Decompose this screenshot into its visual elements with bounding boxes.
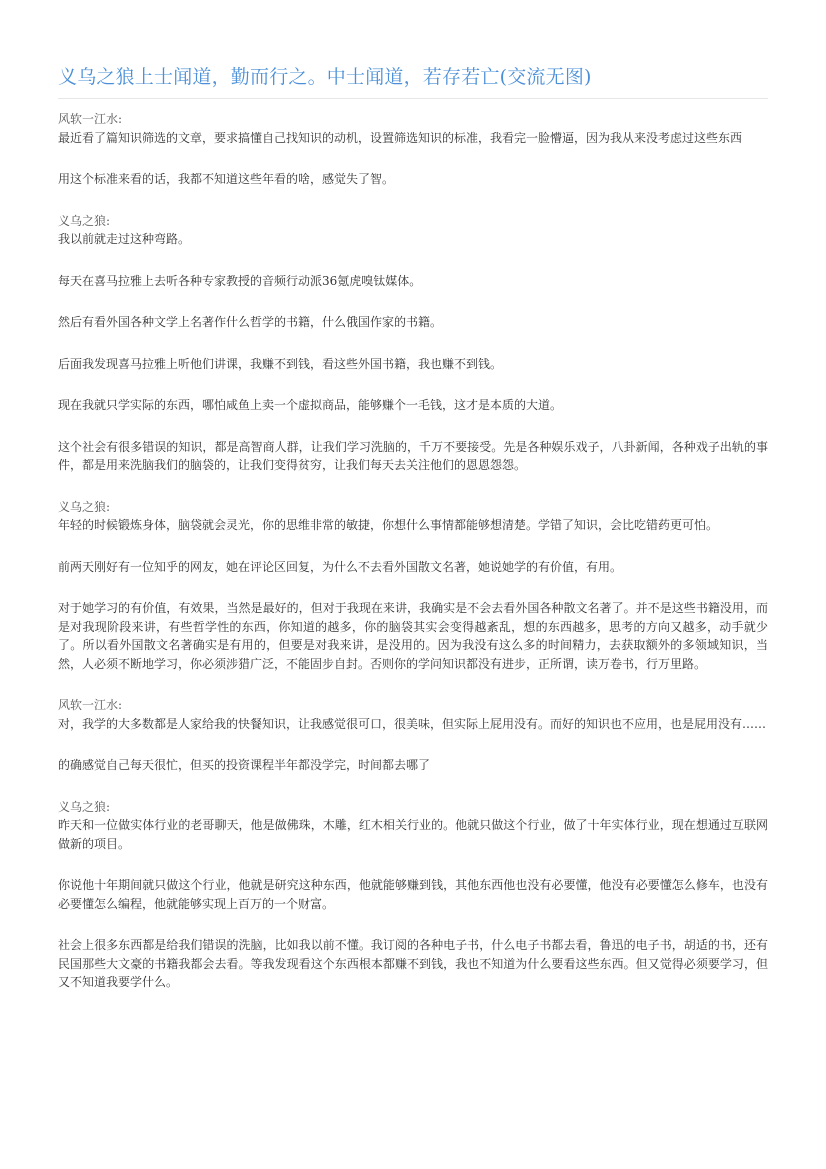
paragraph [58, 798, 768, 854]
title-divider [58, 98, 768, 99]
article-body [58, 110, 768, 1015]
paragraph-text: 这个社会有很多错误的知识，都是高智商人群，让我们学习洗脑的，千万不要接受。先是各种娱乐戏子，八卦新闻，各种戏子出轨的事件，都是用来洗脑我们的脑袋的，让我们变得贫穷，让我们每天去关注他们的恩恩怨怨。 [58, 439, 768, 472]
paragraph [58, 936, 768, 992]
paragraph-text: 的确感觉自己每天很忙，但买的投资课程半年都没学完，时间都去哪了 [58, 758, 431, 772]
paragraph [58, 272, 768, 291]
paragraph-text: 对于她学习的有价值，有效果，当然是最好的，但对于我现在来讲，我确实是不会去看外国各种散文名著了。并不是这些书籍没用，而是对我现阶段来讲，有些哲学性的东西，你知道的越多，你的脑袋其实会变得越紊乱，想的东西越多，思考的方向又越多，动手就少了。所以看外国散文名著确实是有用的，但要是对我来讲，是没用的。因为我没有这么多的时间精力，去获取额外的多领域知识，当然，人必须不断地学习，你必须涉猎广泛，不能固步自封。否则你的学问知识都没有进步，正所谓，读万卷书，行万里路。 [58, 601, 768, 671]
paragraph [58, 313, 768, 332]
paragraph [58, 756, 768, 775]
paragraph-text: 最近看了篇知识筛选的文章，要求搞懂自己找知识的动机，设置筛选知识的标准，我看完一脸懵逼，因为我从来没考虑过这些东西 [58, 130, 743, 145]
paragraph [58, 170, 768, 189]
paragraph-text: 我以前就走过这种弯路。 [58, 232, 191, 246]
speaker-label: 义乌之狼: [58, 213, 111, 228]
paragraph-text: 对，我学的大多数都是人家给我的快餐知识，让我感觉很可口，很美味，但实际上屁用没有。而好的知识也不应用，也是屁用没有…… [58, 716, 767, 731]
paragraph [58, 438, 768, 475]
paragraph-text: 用这个标准来看的话，我都不知道这些年看的啥，感觉失了智。 [58, 172, 395, 186]
paragraph-text: 昨天和一位做实体行业的老哥聊天，他是做佛珠，木雕，红木相关行业的。他就只做这个行业，做了十年实体行业，现在想通过互联网做新的项目。 [58, 818, 768, 851]
paragraph-text: 社会上很多东西都是给我们错误的洗脑，比如我以前不懂。我订阅的各种电子书，什么电子书都去看，鲁迅的电子书，胡适的书，还有民国那些大文豪的书籍我都会去看。等我发现看这个东西根本都赚不到钱，我也不知道为什么要看这些东西。但又觉得必须要学习，但又不知道我要学什么。 [58, 938, 768, 989]
paragraph [58, 396, 768, 415]
speaker-label: 义乌之狼: [58, 799, 111, 814]
speaker-label: 风软一江水: [58, 112, 123, 126]
paragraph-text: 后面我发现喜马拉雅上听他们讲课，我赚不到钱，看这些外国书籍，我也赚不到钱。 [58, 356, 503, 371]
speaker-label: 义乌之狼: [58, 499, 111, 514]
paragraph [58, 696, 768, 733]
paragraph [58, 355, 768, 374]
paragraph [58, 110, 768, 147]
paragraph [58, 558, 768, 577]
paragraph-text: 现在我就只学实际的东西，哪怕咸鱼上卖一个虚拟商品，能够赚个一毛钱，这才是本质的大道。 [58, 398, 563, 412]
paragraph [58, 876, 768, 913]
paragraph-text: 年轻的时候锻炼身体，脑袋就会灵光，你的思维非常的敏捷，你想什么事情都能够想清楚。学错了知识，会比吃错药更可怕。 [58, 518, 719, 532]
paragraph-text: 每天在喜马拉雅上去听各种专家教授的音频行动派36氪虎嗅钛媒体。 [58, 273, 422, 288]
page-title: 义乌之狼上士闻道，勤而行之。中士闻道，若存若亡(交流无图) [58, 66, 592, 88]
paragraph-text: 然后有看外国各种文学上名著作什么哲学的书籍，什么俄国作家的书籍。 [58, 315, 443, 329]
paragraph [58, 212, 768, 249]
speaker-label: 风软一江水: [58, 698, 123, 712]
paragraph [58, 498, 768, 535]
paragraph-text: 你说他十年期间就只做这个行业，他就是研究这种东西，他就能够赚到钱，其他东西他也没有必要懂，他没有必要懂怎么修车，也没有必要懂怎么编程，他就能够实现上百万的一个财富。 [58, 878, 768, 911]
paragraph-text: 前两天刚好有一位知乎的网友，她在评论区回复，为什么不去看外国散文名著，她说她学的有价值，有用。 [58, 559, 623, 574]
paragraph [58, 599, 768, 673]
